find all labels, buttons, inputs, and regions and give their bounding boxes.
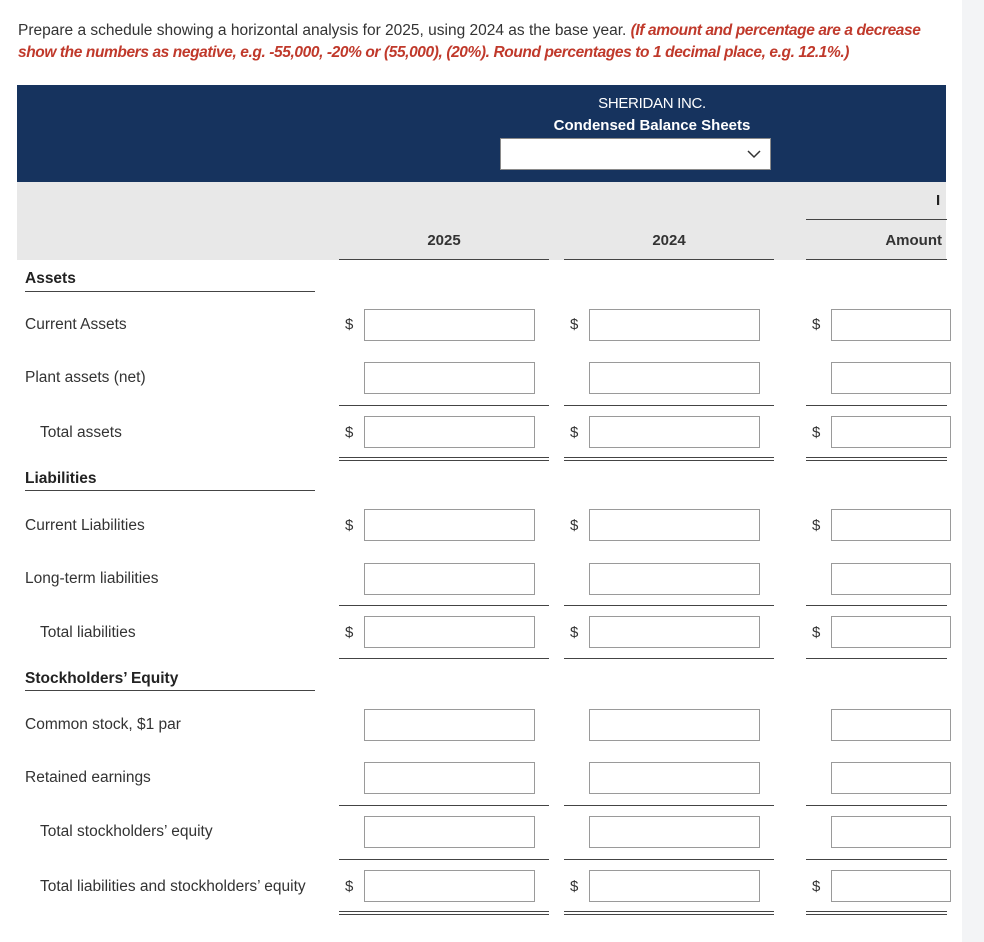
section-assets: Assets: [25, 270, 76, 287]
dollar-sign: $: [812, 517, 821, 534]
row-label-total-stockholders-equity: Total stockholders’ equity: [40, 823, 213, 840]
row-label-current-assets: Current Assets: [25, 316, 127, 333]
common-stock-amount-input[interactable]: [831, 709, 951, 741]
retained-earnings-2024-input[interactable]: [589, 762, 760, 794]
current-liabilities-amount-input[interactable]: [831, 509, 951, 541]
total-liabilities-amount-input[interactable]: [831, 616, 951, 648]
sum-line: [564, 859, 774, 860]
dollar-sign: $: [345, 424, 354, 441]
plant-assets-2024-input[interactable]: [589, 362, 760, 394]
long-term-liabilities-amount-input[interactable]: [831, 563, 951, 595]
instructions: [18, 20, 948, 64]
sum-line: [564, 605, 774, 606]
total-assets-2024-input[interactable]: [589, 416, 760, 448]
total-equity-2024-input[interactable]: [589, 816, 760, 848]
section-underline: [25, 291, 315, 292]
row-label-plant-assets: Plant assets (net): [25, 369, 146, 386]
dollar-sign: $: [345, 517, 354, 534]
retained-earnings-amount-input[interactable]: [831, 762, 951, 794]
long-term-liabilities-2025-input[interactable]: [364, 563, 535, 595]
sum-line: [339, 405, 549, 406]
company-name: SHERIDAN INC.: [598, 95, 706, 112]
sum-line: [339, 658, 549, 659]
plant-assets-amount-input[interactable]: [831, 362, 951, 394]
sum-line: [339, 805, 549, 806]
total-assets-2025-input[interactable]: [364, 416, 535, 448]
column-header-amount: Amount: [885, 232, 942, 249]
sum-line: [339, 859, 549, 860]
row-label-current-liabilities: Current Liabilities: [25, 517, 145, 534]
current-liabilities-2024-input[interactable]: [589, 509, 760, 541]
header-underline: [564, 259, 774, 260]
header-underline: [339, 259, 549, 260]
total-equity-amount-input[interactable]: [831, 816, 951, 848]
increase-decrease-group-header: I: [936, 192, 941, 209]
row-label-long-term-liabilities: Long-term liabilities: [25, 570, 159, 587]
sum-line: [806, 405, 947, 406]
row-label-common-stock: Common stock, $1 par: [25, 716, 181, 733]
statement-header-banner: [17, 85, 946, 182]
header-underline: [806, 259, 947, 260]
row-label-total-assets: Total assets: [40, 424, 122, 441]
sum-line: [806, 859, 947, 860]
row-label-total-liabilities: Total liabilities: [40, 624, 136, 641]
total-double-line: [339, 911, 549, 915]
group-header-line: [806, 219, 947, 220]
total-liab-equity-2024-input[interactable]: [589, 870, 760, 902]
current-assets-amount-input[interactable]: [831, 309, 951, 341]
dollar-sign: $: [345, 624, 354, 641]
section-stockholders-equity: Stockholders’ Equity: [25, 670, 179, 687]
right-gutter: [962, 0, 984, 942]
sum-line: [564, 805, 774, 806]
total-liabilities-2025-input[interactable]: [364, 616, 535, 648]
sum-line: [806, 805, 947, 806]
row-label-total-liabilities-and-equity: Total liabilities and stockholders’ equity: [40, 878, 306, 895]
current-assets-2025-input[interactable]: [364, 309, 535, 341]
dollar-sign: $: [812, 424, 821, 441]
dollar-sign: $: [570, 316, 579, 333]
sum-line: [806, 605, 947, 606]
dollar-sign: $: [345, 878, 354, 895]
total-liab-equity-amount-input[interactable]: [831, 870, 951, 902]
sum-line: [339, 605, 549, 606]
instructions-emphasis: (If amount and percentage are a decrease show the numbers as negative, e.g. -55,000, -20% or (55,000), (20%). Round percentages to 1 decimal place, e.g. 12.1%.): [18, 22, 921, 61]
total-double-line: [806, 911, 947, 915]
current-assets-2024-input[interactable]: [589, 309, 760, 341]
chevron-down-icon: [746, 148, 762, 160]
total-assets-amount-input[interactable]: [831, 416, 951, 448]
dollar-sign: $: [570, 424, 579, 441]
plant-assets-2025-input[interactable]: [364, 362, 535, 394]
instructions-text: Prepare a schedule showing a horizontal analysis for 2025, using 2024 as the base year.: [18, 22, 631, 39]
retained-earnings-2025-input[interactable]: [364, 762, 535, 794]
dollar-sign: $: [812, 624, 821, 641]
column-header-2024: 2024: [652, 232, 686, 249]
dollar-sign: $: [570, 878, 579, 895]
sum-line: [564, 658, 774, 659]
dollar-sign: $: [812, 878, 821, 895]
total-double-line: [564, 911, 774, 915]
sum-line: [806, 658, 947, 659]
total-liabilities-2024-input[interactable]: [589, 616, 760, 648]
dollar-sign: $: [812, 316, 821, 333]
total-liab-equity-2025-input[interactable]: [364, 870, 535, 902]
column-header-2025: 2025: [427, 232, 461, 249]
total-equity-2025-input[interactable]: [364, 816, 535, 848]
total-double-line: [564, 457, 774, 461]
section-liabilities: Liabilities: [25, 470, 97, 487]
dollar-sign: $: [570, 624, 579, 641]
section-underline: [25, 490, 315, 491]
dollar-sign: $: [345, 316, 354, 333]
sum-line: [564, 405, 774, 406]
row-label-retained-earnings: Retained earnings: [25, 769, 151, 786]
long-term-liabilities-2024-input[interactable]: [589, 563, 760, 595]
statement-title: Condensed Balance Sheets: [553, 117, 751, 134]
total-double-line: [806, 457, 947, 461]
common-stock-2025-input[interactable]: [364, 709, 535, 741]
common-stock-2024-input[interactable]: [589, 709, 760, 741]
dollar-sign: $: [570, 517, 579, 534]
current-liabilities-2025-input[interactable]: [364, 509, 535, 541]
section-underline: [25, 690, 315, 691]
period-dropdown[interactable]: [500, 138, 771, 170]
total-double-line: [339, 457, 549, 461]
